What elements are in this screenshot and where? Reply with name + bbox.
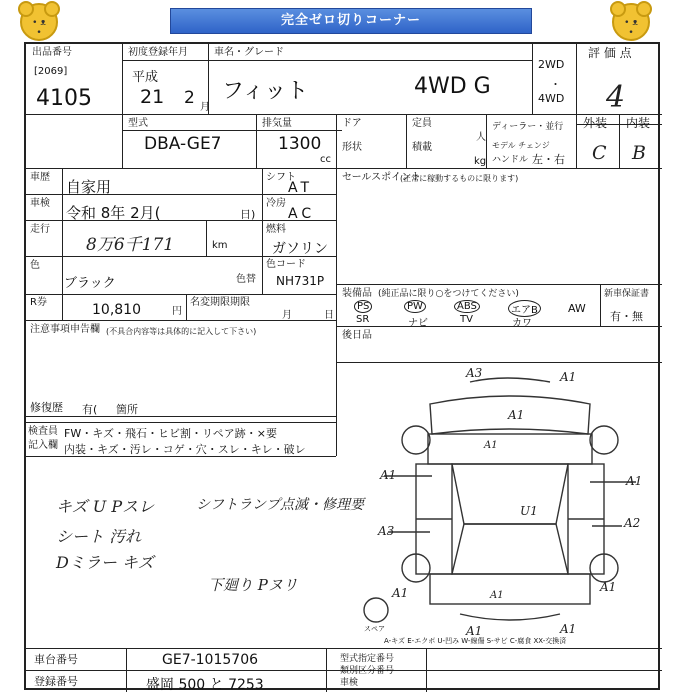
mark-a1-right: A1 — [626, 474, 643, 488]
repair-label: 修復歴 — [30, 401, 63, 414]
color-label: 色 — [30, 260, 40, 271]
mark-a1-bottom: A1 — [466, 624, 483, 638]
shift-value: AT — [288, 180, 314, 196]
after-products-label: 後日品 — [342, 330, 372, 341]
note-line-3: Dミラー キズ — [56, 553, 154, 572]
mark-a1-rear-right: A1 — [600, 580, 617, 594]
equipment-airbag: エアB — [508, 300, 541, 317]
equipment-abs: ABS — [454, 300, 480, 313]
mark-a3-top: A3 — [466, 366, 483, 380]
mark-u1: U1 — [520, 504, 538, 518]
displacement-unit: cc — [320, 154, 331, 165]
inspection-suffix: 日) — [240, 208, 256, 221]
ac-label: 冷房 — [266, 198, 286, 209]
equipment-leather: カワ — [512, 318, 532, 329]
front-section — [428, 434, 592, 464]
deadline-label: 名変期限期限 — [190, 297, 250, 308]
header-banner — [0, 0, 700, 40]
exterior-label: 外装 — [583, 116, 608, 130]
usage-label: 車歴 — [30, 172, 50, 183]
displacement-label: 排気量 — [262, 118, 292, 129]
handle-value: 左・右 — [532, 153, 565, 166]
model-label: 型式 — [128, 118, 148, 129]
score-label: 評 価 点 — [588, 46, 632, 60]
roof — [452, 464, 568, 524]
inspection-bottom-label: 車検 — [340, 678, 359, 688]
fuel-label: 燃料 — [266, 224, 286, 235]
mileage-unit: km — [212, 240, 228, 251]
plate-label: 登録番号 — [34, 675, 78, 688]
drive-dot: ・ — [550, 78, 561, 91]
inspection-row-1: FW・キズ・飛石・ヒビ割・リペア跡・×要 — [64, 427, 277, 440]
bear-mascot-icon: • ᴥ • — [612, 3, 650, 41]
note-line-5: 下廻り Pヌリ — [208, 576, 298, 594]
rear-glass — [452, 524, 568, 574]
capacity-unit: 人 — [476, 132, 486, 143]
repaint-label: 色替 — [236, 274, 256, 285]
deadline-month: 月 — [282, 310, 292, 321]
sales-point-label: セールスポイント — [342, 172, 422, 183]
mark-a3-left: A3 — [378, 524, 395, 538]
equipment-label: 装備品 — [342, 288, 372, 299]
displacement-value: 1300 — [278, 134, 322, 154]
mark-a1-left: A1 — [380, 468, 397, 482]
model-code: DBA-GE7 — [144, 134, 222, 154]
lot-label: 出品番号 — [32, 47, 72, 58]
exterior-score: C — [592, 142, 607, 164]
note-line-4: シフトランプ点滅・修理要 — [196, 497, 364, 513]
mark-a1-rear-left: A1 — [392, 586, 409, 600]
trunk — [430, 574, 590, 604]
bear-mascot-icon: • ᴥ • — [20, 3, 58, 41]
registration-year: 21 — [140, 86, 165, 108]
interior-label: 内装 — [626, 116, 651, 130]
recycle-label: R券 — [30, 297, 47, 308]
dealer-label: ディーラー・並行 — [492, 122, 564, 132]
lot-sub: [2069] — [34, 66, 68, 77]
repair-suffix: 箇所 — [116, 403, 138, 416]
mark-a1-top: A1 — [560, 370, 577, 384]
plate-number: 盛岡 500 と 7253 — [146, 677, 264, 693]
drive-2wd: 2WD — [538, 58, 565, 71]
rear-bumper — [460, 614, 560, 620]
ac-value: AC — [288, 206, 316, 222]
mileage-value: 8万6千171 — [86, 235, 175, 255]
equipment-sr: SR — [356, 314, 370, 325]
car-grade: 4WD G — [414, 74, 491, 99]
handle-label: ハンドル — [492, 155, 529, 165]
notes-label: 注意事項申告欄 — [30, 324, 100, 335]
color-code-value: NH731P — [276, 274, 325, 288]
mileage-label: 走行 — [30, 224, 50, 235]
mark-a1-center: A1 — [484, 440, 498, 451]
equipment-aw: AW — [568, 302, 586, 315]
color-value: ブラック — [64, 276, 116, 291]
mark-a1-rear: A1 — [490, 590, 504, 601]
inspection-value: 令和 8年 2月( — [66, 204, 161, 222]
lot-number: 4105 — [36, 86, 92, 111]
type-designation-label: 型式指定番号 — [340, 654, 395, 664]
chassis-number: GE7-1015706 — [162, 652, 259, 668]
inspection-row-2: 内装・キズ・汚レ・コゲ・穴・スレ・キレ・破レ — [64, 443, 306, 456]
mark-a2: A2 — [624, 516, 641, 530]
capacity-label: 定員 — [412, 118, 432, 129]
mark-a1-hood: A1 — [508, 408, 525, 422]
notes-sub: (不具合内容等は具体的に記入して下さい) — [106, 327, 257, 336]
equipment-sub: (純正品に限り○をつけてください) — [378, 289, 519, 299]
registration-month-unit: 月 — [200, 102, 210, 113]
shift-label: シフト — [266, 172, 296, 183]
car-label: 車名・グレード — [214, 47, 284, 58]
equipment-tv: TV — [460, 314, 473, 325]
inspector-label-2: 記入欄 — [28, 440, 58, 451]
registration-label: 初度登録年月 — [128, 47, 188, 58]
equipment-navi: ナビ — [408, 318, 428, 329]
score-value: 4 — [606, 80, 626, 115]
inspection-label: 車検 — [30, 198, 50, 209]
spare-label: スペア — [364, 625, 385, 633]
equipment-ps: PS — [354, 300, 372, 313]
equipment-pw: PW — [404, 300, 426, 313]
spare-tire — [364, 598, 388, 622]
damage-legend: A-キズ E-エクボ U-凹み W-線傷 S-サビ C-腐食 XX-交換済 — [384, 637, 567, 645]
car-name: フィット — [222, 79, 309, 104]
category-label: 類別区分番号 — [340, 666, 395, 676]
fuel-value: ガソリン — [272, 241, 328, 257]
mark-a1-bottom-right: A1 — [560, 622, 577, 636]
model-change-label: モデル チェンジ — [492, 141, 550, 150]
note-line-1: キズ U Pスレ — [56, 497, 155, 516]
doors-label: ドア — [342, 118, 362, 129]
usage-value: 自家用 — [66, 178, 112, 196]
drive-4wd: 4WD — [538, 92, 565, 105]
banner-title: 完全ゼロ切りコーナー — [170, 8, 532, 34]
front-left-wheel — [402, 426, 430, 454]
note-line-2: シート 汚れ — [56, 527, 142, 546]
sales-point-note: (正常に稼動するものに限ります) — [400, 174, 519, 183]
color-code-label: 色コード — [266, 259, 306, 270]
load-label: 積載 — [412, 142, 432, 153]
front-right-wheel — [590, 426, 618, 454]
chassis-label: 車台番号 — [34, 653, 78, 666]
load-unit: kg — [474, 156, 487, 167]
certificate-value: 有・無 — [610, 310, 643, 323]
inspector-label: 検査員 — [28, 426, 58, 437]
certificate-label: 新車保証書 — [604, 289, 650, 299]
deadline-day: 日 — [324, 310, 334, 321]
recycle-value: 10,810 — [92, 302, 141, 318]
repair-value: 有( — [82, 403, 98, 416]
registration-month: 2 — [184, 88, 195, 108]
shape-label: 形状 — [342, 142, 362, 153]
interior-score: B — [632, 142, 646, 164]
recycle-unit: 円 — [172, 306, 182, 317]
registration-era: 平成 — [132, 70, 159, 85]
